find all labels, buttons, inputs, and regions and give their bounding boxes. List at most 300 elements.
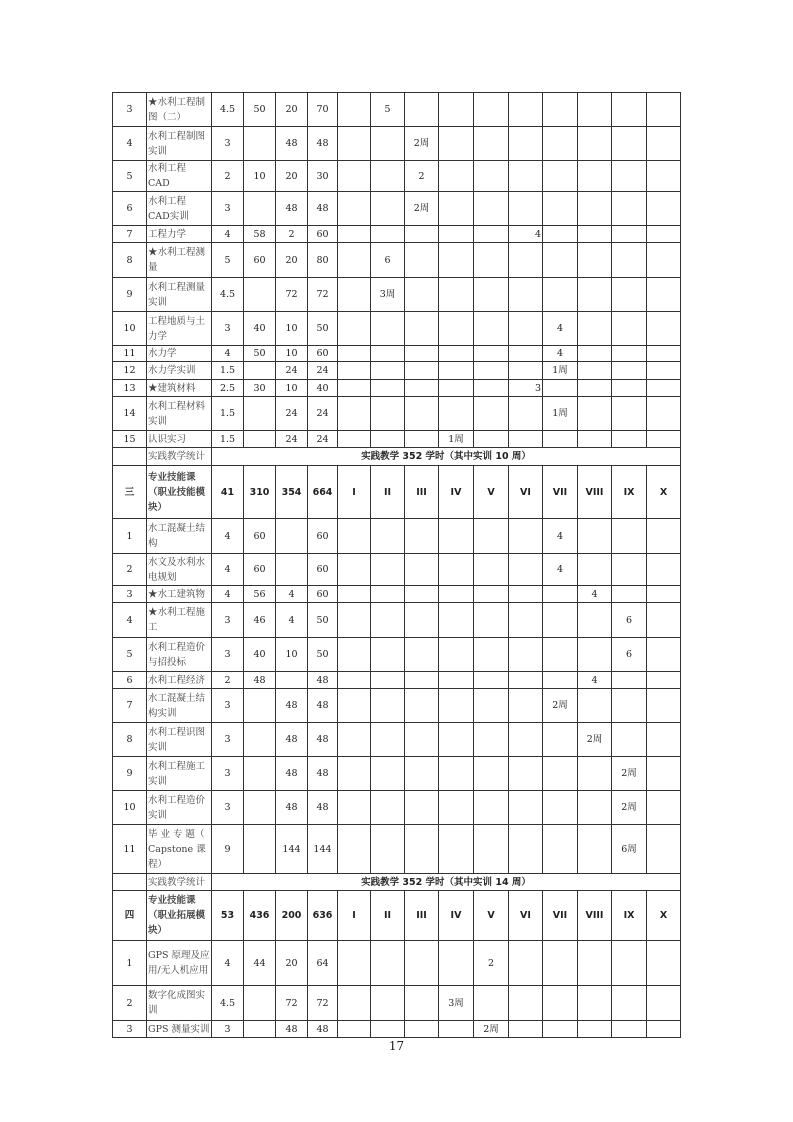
semester-4 (439, 638, 474, 672)
semester-4 (439, 554, 474, 586)
course-name: GPS 原理及应用/无人机应用 (147, 941, 212, 986)
practice-hours: 10 (276, 346, 308, 362)
semester-8: VIII (578, 466, 612, 519)
semester-2 (371, 825, 405, 874)
semester-8 (578, 226, 612, 243)
semester-5 (474, 723, 509, 757)
semester-7: 4 (543, 554, 578, 586)
semester-8: VIII (578, 891, 612, 941)
semester-1 (338, 346, 371, 362)
credits: 4 (212, 519, 244, 554)
theory-hours (244, 362, 276, 380)
theory-hours: 60 (244, 554, 276, 586)
semester-7: VII (543, 466, 578, 519)
row-number: 8 (113, 723, 147, 757)
total-hours: 50 (308, 638, 338, 672)
table-row (113, 941, 681, 986)
section-row (113, 891, 681, 941)
total-hours: 60 (308, 586, 338, 603)
semester-10 (647, 1021, 681, 1038)
semester-5 (474, 431, 509, 448)
semester-6 (509, 519, 543, 554)
table-row (113, 93, 681, 127)
total-hours: 24 (308, 362, 338, 380)
semester-1 (338, 603, 371, 638)
row-number: 5 (113, 638, 147, 672)
practice-hours: 2 (276, 226, 308, 243)
credits: 4 (212, 941, 244, 986)
course-name: 水力学 (147, 346, 212, 362)
semester-9 (612, 161, 647, 192)
course-name: 水利工程识图实训 (147, 723, 212, 757)
semester-4 (439, 192, 474, 226)
semester-10 (647, 192, 681, 226)
semester-9: IX (612, 891, 647, 941)
semester-7 (543, 278, 578, 312)
theory-hours: 30 (244, 380, 276, 397)
theory-hours (244, 986, 276, 1021)
semester-4 (439, 825, 474, 874)
semester-2 (371, 1021, 405, 1038)
semester-3 (405, 431, 439, 448)
practice-hours: 10 (276, 380, 308, 397)
credits: 1.5 (212, 397, 244, 431)
semester-3 (405, 986, 439, 1021)
semester-5 (474, 362, 509, 380)
semester-5 (474, 380, 509, 397)
semester-4 (439, 757, 474, 791)
semester-10: X (647, 466, 681, 519)
semester-2 (371, 226, 405, 243)
course-name: 数字化成图实训 (147, 986, 212, 1021)
semester-3 (405, 1021, 439, 1038)
course-name: ★水利工程制图（二） (147, 93, 212, 127)
semester-9: 6周 (612, 825, 647, 874)
row-number: 三 (113, 466, 147, 519)
row-number: 8 (113, 243, 147, 278)
theory-hours: 46 (244, 603, 276, 638)
semester-5 (474, 346, 509, 362)
semester-10 (647, 689, 681, 723)
semester-3: III (405, 891, 439, 941)
semester-1 (338, 362, 371, 380)
semester-3: III (405, 466, 439, 519)
credits: 3 (212, 791, 244, 825)
course-name: 水利工程 CAD实训 (147, 192, 212, 226)
semester-4 (439, 689, 474, 723)
semester-3: 2周 (405, 127, 439, 161)
row-number: 3 (113, 1021, 147, 1038)
practice-hours: 144 (276, 825, 308, 874)
semester-10 (647, 243, 681, 278)
semester-1 (338, 161, 371, 192)
table-row (113, 312, 681, 346)
semester-8 (578, 93, 612, 127)
semester-8: 4 (578, 586, 612, 603)
practice-hours (276, 554, 308, 586)
semester-1 (338, 243, 371, 278)
semester-6 (509, 346, 543, 362)
semester-7 (543, 603, 578, 638)
semester-2 (371, 431, 405, 448)
semester-9 (612, 226, 647, 243)
semester-2: 6 (371, 243, 405, 278)
semester-3 (405, 723, 439, 757)
semester-3 (405, 554, 439, 586)
semester-2 (371, 791, 405, 825)
credits: 3 (212, 312, 244, 346)
semester-2 (371, 672, 405, 689)
theory-hours: 58 (244, 226, 276, 243)
semester-2 (371, 638, 405, 672)
table-row (113, 397, 681, 431)
semester-10 (647, 431, 681, 448)
semester-4 (439, 397, 474, 431)
row-number: 4 (113, 603, 147, 638)
semester-5 (474, 127, 509, 161)
semester-6 (509, 161, 543, 192)
semester-7 (543, 1021, 578, 1038)
semester-3 (405, 226, 439, 243)
course-name: ★水利工程测量 (147, 243, 212, 278)
row-number: 4 (113, 127, 147, 161)
credits: 53 (212, 891, 244, 941)
semester-1 (338, 1021, 371, 1038)
total-hours: 60 (308, 346, 338, 362)
semester-2: II (371, 891, 405, 941)
total-hours: 40 (308, 380, 338, 397)
semester-9 (612, 1021, 647, 1038)
semester-6 (509, 192, 543, 226)
course-name: 专业技能课（职业技能模块） (147, 466, 212, 519)
credits: 4 (212, 346, 244, 362)
total-hours: 72 (308, 986, 338, 1021)
semester-7 (543, 380, 578, 397)
semester-6 (509, 278, 543, 312)
theory-hours (244, 689, 276, 723)
semester-8 (578, 192, 612, 226)
row-number: 2 (113, 986, 147, 1021)
row-number: 1 (113, 519, 147, 554)
credits: 4 (212, 554, 244, 586)
row-number: 7 (113, 226, 147, 243)
semester-1 (338, 586, 371, 603)
semester-8 (578, 243, 612, 278)
credits: 5 (212, 243, 244, 278)
semester-10 (647, 757, 681, 791)
semester-8: 4 (578, 672, 612, 689)
total-hours: 48 (308, 672, 338, 689)
semester-4 (439, 226, 474, 243)
semester-8 (578, 638, 612, 672)
course-name: 水利工程测量实训 (147, 278, 212, 312)
row-number: 5 (113, 161, 147, 192)
semester-2 (371, 192, 405, 226)
semester-5 (474, 986, 509, 1021)
semester-7: 1周 (543, 362, 578, 380)
table-row (113, 278, 681, 312)
table-row (113, 127, 681, 161)
semester-7 (543, 226, 578, 243)
total-hours: 24 (308, 397, 338, 431)
semester-7 (543, 757, 578, 791)
semester-4 (439, 519, 474, 554)
semester-1: I (338, 891, 371, 941)
semester-10 (647, 161, 681, 192)
semester-6 (509, 825, 543, 874)
semester-3 (405, 757, 439, 791)
semester-10 (647, 278, 681, 312)
semester-1 (338, 941, 371, 986)
semester-9 (612, 278, 647, 312)
theory-hours: 40 (244, 638, 276, 672)
semester-1 (338, 431, 371, 448)
practice-hours: 48 (276, 689, 308, 723)
semester-4 (439, 362, 474, 380)
semester-2 (371, 586, 405, 603)
semester-2 (371, 346, 405, 362)
practice-hours: 20 (276, 243, 308, 278)
row-number: 6 (113, 192, 147, 226)
row-number: 3 (113, 586, 147, 603)
total-hours: 48 (308, 127, 338, 161)
course-name: 水利工程经济 (147, 672, 212, 689)
semester-3 (405, 243, 439, 278)
semester-5 (474, 757, 509, 791)
table-row (113, 519, 681, 554)
total-hours: 72 (308, 278, 338, 312)
semester-8: 2周 (578, 723, 612, 757)
credits: 1.5 (212, 362, 244, 380)
theory-hours: 10 (244, 161, 276, 192)
credits: 4.5 (212, 986, 244, 1021)
semester-7: 4 (543, 346, 578, 362)
semester-4 (439, 278, 474, 312)
table-row (113, 586, 681, 603)
practice-hours: 72 (276, 986, 308, 1021)
semester-10: X (647, 891, 681, 941)
table-row (113, 689, 681, 723)
semester-4 (439, 586, 474, 603)
semester-7 (543, 672, 578, 689)
semester-7 (543, 127, 578, 161)
practice-hours: 48 (276, 791, 308, 825)
semester-9 (612, 362, 647, 380)
semester-9 (612, 346, 647, 362)
semester-4 (439, 346, 474, 362)
course-name: 实践教学统计 (147, 874, 212, 891)
semester-10 (647, 226, 681, 243)
practice-hours: 48 (276, 192, 308, 226)
theory-hours (244, 1021, 276, 1038)
semester-8 (578, 346, 612, 362)
theory-hours (244, 723, 276, 757)
total-hours: 48 (308, 1021, 338, 1038)
semester-5: V (474, 466, 509, 519)
semester-6: 4 (509, 226, 543, 243)
semester-7: 2周 (543, 689, 578, 723)
semester-6 (509, 127, 543, 161)
semester-3 (405, 519, 439, 554)
practice-hours: 48 (276, 723, 308, 757)
semester-5 (474, 638, 509, 672)
semester-10 (647, 586, 681, 603)
semester-7: 4 (543, 519, 578, 554)
credits: 3 (212, 757, 244, 791)
semester-6 (509, 243, 543, 278)
semester-2 (371, 161, 405, 192)
semester-4 (439, 672, 474, 689)
credits: 3 (212, 127, 244, 161)
table-row (113, 757, 681, 791)
semester-2 (371, 554, 405, 586)
semester-7 (543, 825, 578, 874)
semester-6 (509, 603, 543, 638)
semester-7: 1周 (543, 397, 578, 431)
semester-8 (578, 519, 612, 554)
practice-hours: 24 (276, 362, 308, 380)
theory-hours: 310 (244, 466, 276, 519)
semester-8 (578, 127, 612, 161)
course-name: 水文及水利水电规划 (147, 554, 212, 586)
semester-4: IV (439, 891, 474, 941)
semester-3 (405, 825, 439, 874)
semester-1 (338, 672, 371, 689)
semester-6 (509, 941, 543, 986)
semester-10 (647, 603, 681, 638)
practice-hours: 10 (276, 312, 308, 346)
semester-8 (578, 431, 612, 448)
semester-1 (338, 519, 371, 554)
semester-6 (509, 397, 543, 431)
course-name: 水工混凝土结构实训 (147, 689, 212, 723)
stat-row (113, 448, 681, 466)
table-row (113, 603, 681, 638)
table-row (113, 672, 681, 689)
semester-2 (371, 127, 405, 161)
semester-4 (439, 380, 474, 397)
total-hours: 80 (308, 243, 338, 278)
semester-2 (371, 723, 405, 757)
semester-1 (338, 791, 371, 825)
theory-hours: 44 (244, 941, 276, 986)
row-number: 6 (113, 672, 147, 689)
semester-3: 2周 (405, 192, 439, 226)
practice-hours: 24 (276, 431, 308, 448)
semester-10 (647, 941, 681, 986)
semester-2 (371, 519, 405, 554)
semester-9 (612, 586, 647, 603)
semester-9 (612, 380, 647, 397)
total-hours: 50 (308, 312, 338, 346)
semester-5 (474, 603, 509, 638)
semester-5: V (474, 891, 509, 941)
credits: 3 (212, 689, 244, 723)
course-name: 实践教学统计 (147, 448, 212, 466)
semester-3 (405, 93, 439, 127)
total-hours: 48 (308, 757, 338, 791)
course-name: 水利工程施工实训 (147, 757, 212, 791)
credits: 3 (212, 638, 244, 672)
semester-8 (578, 312, 612, 346)
total-hours: 60 (308, 554, 338, 586)
course-name: 工程地质与土力学 (147, 312, 212, 346)
practice-hours (276, 519, 308, 554)
semester-9 (612, 192, 647, 226)
semester-1 (338, 312, 371, 346)
semester-5 (474, 689, 509, 723)
semester-5 (474, 192, 509, 226)
semester-6 (509, 362, 543, 380)
semester-9 (612, 554, 647, 586)
practice-hours: 10 (276, 638, 308, 672)
table-row (113, 986, 681, 1021)
semester-9 (612, 941, 647, 986)
total-hours: 48 (308, 791, 338, 825)
course-name: 水利工程造价实训 (147, 791, 212, 825)
course-name: 专业技能课（职业拓展模块） (147, 891, 212, 941)
table-row (113, 554, 681, 586)
total-hours: 144 (308, 825, 338, 874)
semester-8 (578, 986, 612, 1021)
semester-3: 2 (405, 161, 439, 192)
semester-5 (474, 554, 509, 586)
semester-5 (474, 93, 509, 127)
semester-6 (509, 986, 543, 1021)
practice-summary: 实践教学 352 学时（其中实训 10 周） (212, 448, 681, 466)
credits: 4 (212, 586, 244, 603)
row-number: 1 (113, 941, 147, 986)
table-row (113, 723, 681, 757)
practice-hours: 4 (276, 603, 308, 638)
semester-3 (405, 791, 439, 825)
semester-6 (509, 791, 543, 825)
row-number: 14 (113, 397, 147, 431)
semester-2 (371, 362, 405, 380)
theory-hours: 436 (244, 891, 276, 941)
semester-5 (474, 397, 509, 431)
semester-9: 6 (612, 638, 647, 672)
semester-2 (371, 757, 405, 791)
row-number: 四 (113, 891, 147, 941)
semester-6 (509, 638, 543, 672)
semester-8 (578, 825, 612, 874)
credits: 2 (212, 161, 244, 192)
practice-summary: 实践教学 352 学时（其中实训 14 周） (212, 874, 681, 891)
semester-8 (578, 362, 612, 380)
semester-5 (474, 161, 509, 192)
total-hours: 50 (308, 603, 338, 638)
semester-10 (647, 723, 681, 757)
semester-2 (371, 380, 405, 397)
semester-2: II (371, 466, 405, 519)
theory-hours: 60 (244, 519, 276, 554)
semester-9 (612, 986, 647, 1021)
practice-hours: 20 (276, 161, 308, 192)
total-hours: 48 (308, 723, 338, 757)
semester-1 (338, 127, 371, 161)
semester-10 (647, 312, 681, 346)
semester-5 (474, 243, 509, 278)
semester-1 (338, 397, 371, 431)
total-hours: 48 (308, 192, 338, 226)
semester-6 (509, 586, 543, 603)
theory-hours (244, 278, 276, 312)
table-row (113, 346, 681, 362)
row-number (113, 874, 147, 891)
course-name: 水力学实训 (147, 362, 212, 380)
table-row (113, 791, 681, 825)
